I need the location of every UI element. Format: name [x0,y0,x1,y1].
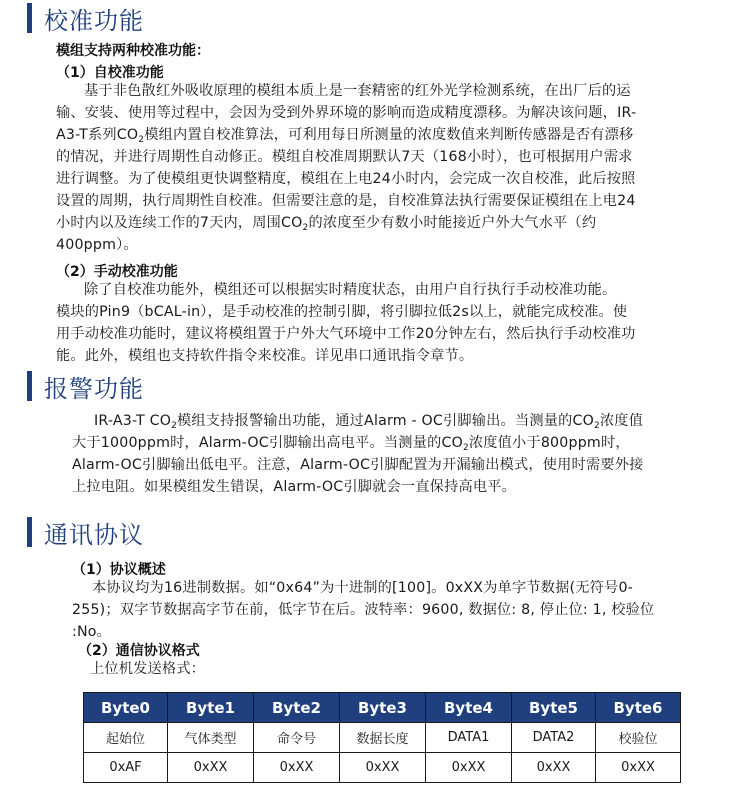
table-cell: 0xXX [168,753,254,783]
table-cell: 0xXX [340,753,426,783]
auto-line-3 [56,124,636,146]
format-intro [90,658,205,680]
table-cell: DATA1 [426,723,512,753]
calibration-subtitle: 模组支持两种校准功能： [56,43,210,59]
alarm-line-1a: IR-A3-T CO [94,413,172,429]
alarm-line-1 [72,410,644,432]
section-accent-bar [27,371,32,401]
auto-line-5: 进行调整。为了使模组更快调整精度，模组在上电24小时内，会完成一次自校准，此后按照 [56,171,636,187]
alarm-section-title: 报警功能 [44,374,144,403]
table-cell: 0xXX [512,753,596,783]
alarm-line-4: 上拉电阻。如果模组发生错误，Alarm-OC引脚就会一直保持高电平。 [72,479,517,495]
table-header-cell: Byte5 [512,693,596,723]
table-row [84,753,681,783]
table-cell: 0xXX [254,753,340,783]
section-accent-bar [27,3,32,33]
overview-line-2: 255)；双字节数据高字节在前，低字节在后。波特率：9600, 数据位: 8, 停止位: 1, 校验位 [72,602,655,618]
alarm-line-1b: $_2$模组支持报警输出功能，通过Alarm - OC引脚输出。当测量的CO [171,413,594,431]
auto-line-7a: 小时内以及连续工作的7天内，周围CO [56,215,303,231]
alarm-line-3: Alarm-OC引脚输出低电平。注意，Alarm-OC引脚配置为开漏输出模式，使用时需要外接 [72,457,644,473]
auto-line-2: 输、安装、使用等过程中，会因为受到外界环境的影响而造成精度漂移。为解决该问题，IR- [56,105,637,121]
table-cell: 起始位 [84,723,168,753]
table-header-cell: Byte3 [340,693,426,723]
table-cell: 校验位 [596,723,681,753]
protocol-overview-paragraph [72,577,654,643]
auto-line-6: 设置的周期，执行周期性自校准。但需要注意的是，自校准算法执行需要保证模组在上电24 [56,193,636,209]
auto-line-7b: $_2$的浓度至少有数小时能接近户外大气水平（约 [302,215,597,233]
table-header-cell: Byte0 [84,693,168,723]
auto-line-3b: $_2$模组内置自校准算法，可利用每日所测量的浓度数值来判断传感器是否有漂移 [138,127,634,145]
auto-line-1: 基于非色散红外吸收原理的模组本质上是一套精密的红外光学检测系统，在出厂后的运 [84,83,631,99]
manual-line-4: 能。此外，模组也支持软件指令来校准。详见串口通讯指令章节。 [56,348,474,364]
overview-line-1: 本协议均为16进制数据。如“0x64”为十进制的[100]。0xXX为单字节数据(无符号0- [92,580,633,596]
auto-line-7 [56,212,636,234]
protocol-format-title: （2）通信协议格式 [78,643,200,659]
alarm-paragraph [72,410,644,498]
manual-calibration-title: （2）手动校准功能 [56,264,178,280]
table-cell: 0xXX [596,753,681,783]
table-cell: 0xAF [84,753,168,783]
auto-calibration-paragraph [56,80,636,256]
auto-line-3a: A3-T系列CO [56,127,139,143]
calibration-section-header [27,0,144,36]
table-row [84,723,681,753]
auto-line-8: 400ppm）。 [56,237,138,253]
table-header-cell: Byte6 [596,693,681,723]
section-accent-bar [27,517,32,547]
alarm-line-1c: $_2$浓度值 [593,413,644,431]
alarm-line-2b: $_2$浓度值小于800ppm时， [462,435,630,453]
table-header-row [84,693,681,723]
alarm-section-header [27,368,144,404]
protocol-format-table [83,692,681,783]
table-cell: 数据长度 [340,723,426,753]
overview-line-3: :No。 [72,624,112,640]
table-cell: 命令号 [254,723,340,753]
table-header-cell: Byte4 [426,693,512,723]
alarm-line-2 [72,432,644,454]
manual-line-3: 用手动校准功能时，建议将模组置于户外大气环境中工作20分钟左右，然后执行手动校准功 [56,326,636,342]
table-cell: 0xXX [426,753,512,783]
manual-line-1: 除了自校准功能外，模组还可以根据实时精度状态，由用户自行执行手动校准功能。 [84,282,617,298]
auto-calibration-title: （1）自校准功能 [56,65,164,81]
protocol-section-title: 通讯协议 [44,520,144,549]
alarm-line-2a: 大于1000ppm时，Alarm-OC引脚输出高电平。当测量的CO [72,435,463,451]
table-header-cell: Byte1 [168,693,254,723]
auto-line-4: 的情况，并进行周期性自动修正。模组自校准周期默认7天（168小时），也可根据用户需求 [56,149,633,165]
protocol-section-header [27,514,144,550]
protocol-overview-title: （1）协议概述 [72,562,166,578]
table-cell: 气体类型 [168,723,254,753]
manual-line-2: 模块的Pin9（bCAL-in），是手动校准的控制引脚，将引脚拉低2s以上，就能完成校准。使 [56,304,628,320]
format-intro-line: 上位机发送格式： [90,661,206,677]
calibration-section-title: 校准功能 [44,6,144,35]
manual-calibration-paragraph [56,279,636,367]
table-cell: DATA2 [512,723,596,753]
table-header-cell: Byte2 [254,693,340,723]
